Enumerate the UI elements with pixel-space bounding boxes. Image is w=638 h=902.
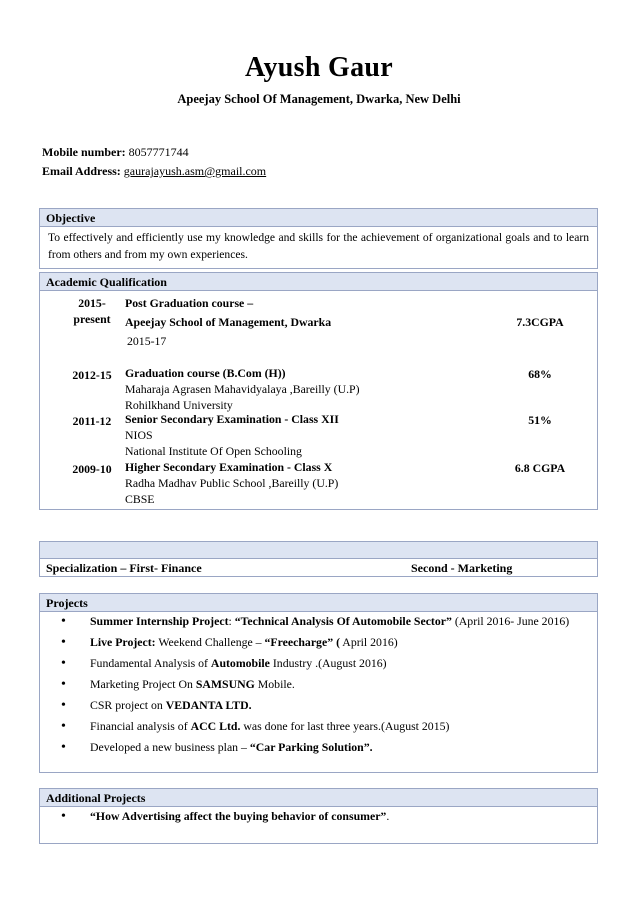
project-item: • Marketing Project On SAMSUNG Mobile. [40,675,597,696]
project-item: • Live Project: Weekend Challenge – “Freecharge” ( April 2016) [40,633,597,654]
projects-section [39,593,598,773]
course-detail: Radha Madhav Public School ,Bareilly (U.P) [125,476,339,490]
email-line [42,164,266,179]
course-title: Graduation course (B.Com (H)) [125,366,286,380]
projects-list [40,612,597,759]
additional-project-item: • “How Advertising affect the buying behavior of consumer”. [40,807,597,828]
course-title: Higher Secondary Examination - Class X [125,460,333,474]
project-item: • Developed a new business plan – “Car Parking Solution”. [40,738,597,759]
project-item: • CSR project on VEDANTA LTD. [40,696,597,717]
mobile-line [42,145,189,160]
course-detail: National Institute Of Open Schooling [125,444,302,458]
course-detail: CBSE [125,492,155,506]
specialization-second: Second - Marketing [411,561,513,575]
academic-year: 2012-15 [72,368,112,382]
academic-year: 2009-10 [72,462,112,476]
project-item: • Fundamental Analysis of Automobile Industry .(August 2016) [40,654,597,675]
objective-section [39,208,598,269]
objective-title: Objective [40,209,597,227]
academic-course [125,459,405,507]
academic-course [125,365,405,413]
academic-year: 2011-12 [72,414,112,428]
candidate-name: Ayush Gaur [245,52,393,83]
objective-text: To effectively and efficiently use my knowledge and skills for the achievement of organizational goals and to learn from others and from my own experiences. [48,231,589,261]
project-item: • Financial analysis of ACC Ltd. was done for last three years.(August 2015) [40,717,597,738]
course-title: Senior Secondary Examination - Class XII [125,412,339,426]
specialization-header-bar [39,541,598,559]
email-label: Email Address: [42,164,121,178]
course-detail: Apeejay School of Management, Dwarka [125,315,332,329]
mobile-label: Mobile number: [42,145,126,159]
academic-year: 2015- present [73,296,111,326]
course-detail: NIOS [125,428,153,442]
email-link[interactable]: gaurajayush.asm@gmail.com [123,164,267,178]
course-detail: Maharaja Agrasen Mahavidyalaya ,Bareilly (U.P) [125,382,360,396]
course-detail: 2015-17 [127,334,167,348]
projects-title: Projects [40,594,597,612]
academic-score: 68% [528,367,552,381]
project-item: • Summer Internship Project: “Technical Analysis Of Automobile Sector” (April 2016- June 2016) [40,612,597,633]
course-detail: Rohilkhand University [125,398,233,412]
mobile-value: 8057771744 [128,145,189,159]
specialization-row [39,559,598,577]
academic-course [125,295,405,349]
academic-score: 51% [528,413,552,427]
course-title: Post Graduation course – [125,296,254,310]
academic-score: 7.3CGPA [516,315,564,329]
additional-projects-section [39,788,598,844]
additional-projects-title: Additional Projects [40,789,597,807]
academic-title: Academic Qualification [40,273,597,291]
school-name: Apeejay School Of Management, Dwarka, New Delhi [177,92,461,106]
academic-score: 6.8 CGPA [514,461,566,475]
academic-course [125,411,405,459]
specialization-first: Specialization – First- Finance [46,561,202,575]
additional-projects-list [40,807,597,828]
academic-section [39,272,598,510]
